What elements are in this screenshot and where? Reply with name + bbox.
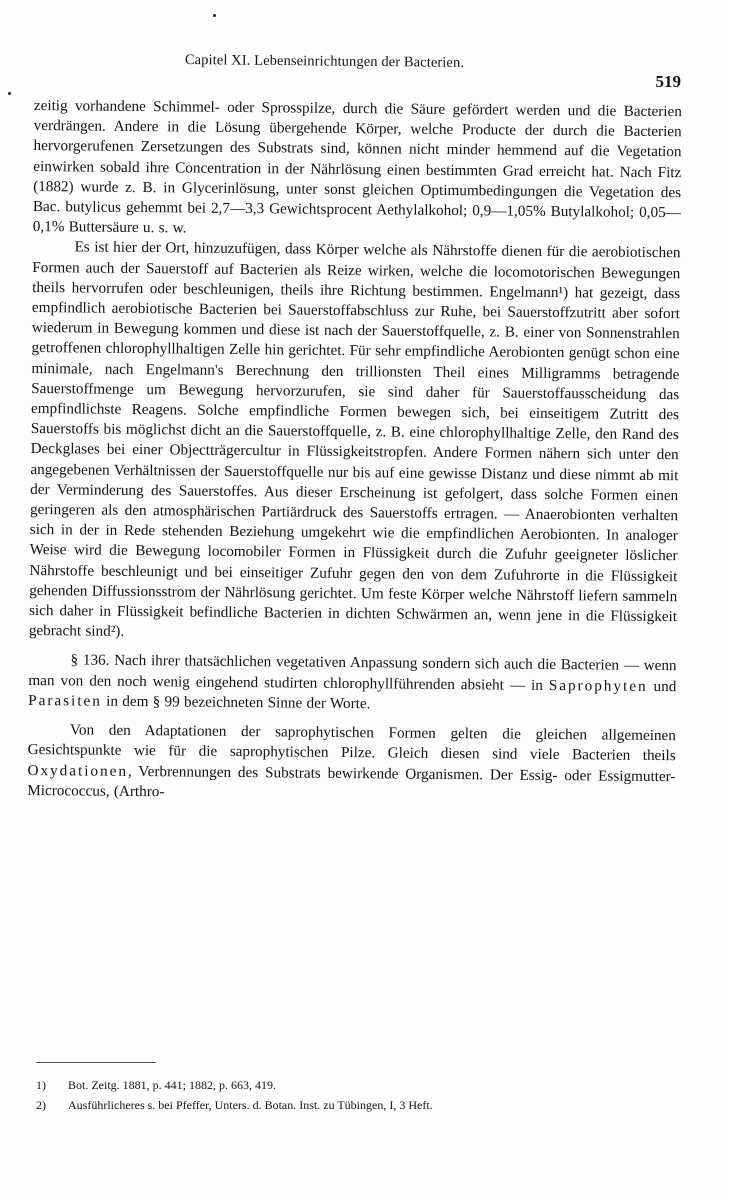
term-saprophyten: Saprophyten: [548, 676, 648, 695]
page-number: 519: [655, 72, 681, 91]
adaptations-lead: Von den Adaptationen der saprophytischen Formen gelten die gleichen allgemeinen Gesichtspunkte wie für die saprophytischen Pilze. Gleich diesen sind viele Bacterien theils: [27, 721, 676, 765]
speck-mark: [213, 14, 216, 17]
speck-mark: [8, 92, 11, 95]
footnote-separator: [36, 1062, 156, 1063]
footnote-text: Ausführlicheres s. bei Pfeffer, Unters. d. Botan. Inst. zu Tübingen, I, 3 Heft.: [68, 1098, 433, 1112]
footnote: [36, 1075, 676, 1095]
paragraph-continuation: zeitig vorhandene Schimmel- oder Sprosspilze, durch die Säure gefördert werden und die Bacterien verdrängen. Andere in die Lösung übergehende Körper, welche Producte der durch die Bacterien hervorgerufenen Zersetzungen des Substrats sind, können nicht minder hemmend auf die Vegetation einwirken sobald ihre Concentration in der Nährlösung einen bestimmten Grad erreicht hat. Nach Fitz (1882) wurde z. B. in Glycerinlösung, unter sonst gleichen Optimumbedingungen die Vegetation des Bac. butylicus gehemmt bei 2,7—3,3 Gewichtsprocent Aethylalkohol; 0,9—1,05% Butylalkohol; 0,05—0,1% Buttersäure u. s. w.: [32, 96, 682, 237]
footnote-mark: 1): [36, 1078, 46, 1092]
conjunction: und: [647, 677, 677, 695]
footnote-text: Bot. Zeitg. 1881, p. 441; 1882, p. 663, 419.: [68, 1078, 276, 1092]
footnotes: [36, 1075, 676, 1115]
body-text: [27, 96, 682, 807]
footnote: [36, 1095, 676, 1115]
paragraph-adaptations: [27, 720, 676, 807]
running-head: Capitel XI. Lebenseinrichtungen der Bacterien.: [184, 52, 465, 71]
footnote-mark: 2): [36, 1098, 46, 1112]
term-parasiten: Parasiten: [28, 691, 102, 710]
page-header: [0, 52, 729, 91]
term-oxydationen: Oxydationen: [27, 761, 129, 780]
paragraph-section-136: [28, 650, 677, 717]
paragraph-oxygen-stimulus: Es ist hier der Ort, hinzuzufügen, dass Körper welche als Nährstoffe dienen für die aerobiotischen Formen auch der Sauerstoff auf Bacterien als Reize wirken, welche die locomotorischen Bewegungen theils hervorrufen oder beschleunigen, theils ihre Richtung bestimmen. Engelmann¹) hat gezeigt, dass empfindlich aerobiotische Bacterien bei Sauerstoffabschluss zur Ruhe, bei Sauerstoffzutritt aber sofort wiederum in Bewegung kommen und diese ist nach der Sauerstoffquelle, z. B. einer von Sonnenstrahlen getroffenen chlorophyllhaltigen Zelle hin gerichtet. Für sehr empfindliche Aerobionten genügt schon eine minimale, nach Engelmann's Berechnung den trillionsten Theil eines Milligramms betragende Sauerstoffmenge um Bewegung hervorzurufen, sie sind daher für Sauerstoffausscheidung das empfindlichste Reagens. Solche empfindliche Formen bewegen sich, bei einseitigem Zutritt des Sauerstoffs bis möglichst dicht an die Sauerstoffquelle, z. B. eine chlorophyllhaltige Zelle, den Rand des Deckglases bei einer Objectträgercultur in Flüssigkeitstropfen. Andere Formen nähern sich unter den angegebenen Verhältnissen der Sauerstoffquelle nur bis auf eine gewisse Distanz und diese nimmt ab mit der Verminderung des Sauerstoffes. Aus dieser Erscheinung ist gefolgert, dass solche Formen einen geringeren als den atmosphärischen Partiärdruck des Sauerstoffs ertragen. — Anaerobionten verhalten sich in der in Rede stehenden Beziehung umgekehrt wie die empfindlichen Aerobionten. In analoger Weise wird die Bewegung locomobiler Formen in Flüssigkeit durch die Zufuhr geeigneter löslicher Nährstoffe beschleunigt und bei einseitiger Zufuhr gegen den von dem Zufuhrorte in die Flüssigkeit gehenden Diffussionsstrom der Nährlösung gerichtet. Um feste Körper welche Nährstoff liefern sammeln sich daher in Flüssigkeit befindliche Bacterien in dichten Schwärmen an, wenn jene in die Flüssigkeit gebracht sind²).: [28, 238, 681, 641]
section-136-tail: in dem § 99 bezeichneten Sinne der Worte.: [101, 692, 371, 713]
section-136-lead: § 136. Nach ihrer thatsächlichen vegetativen Anpassung sondern sich auch die Bacterien — wenn man von den noch wenig eingehend studirten chlorophyllführenden absieht — in: [28, 651, 677, 694]
adaptations-tail: , Verbrennungen des Substrats bewirkende Organismen. Der Essig- oder Essigmutter-Micrococcus, (Arthro-: [27, 762, 676, 800]
